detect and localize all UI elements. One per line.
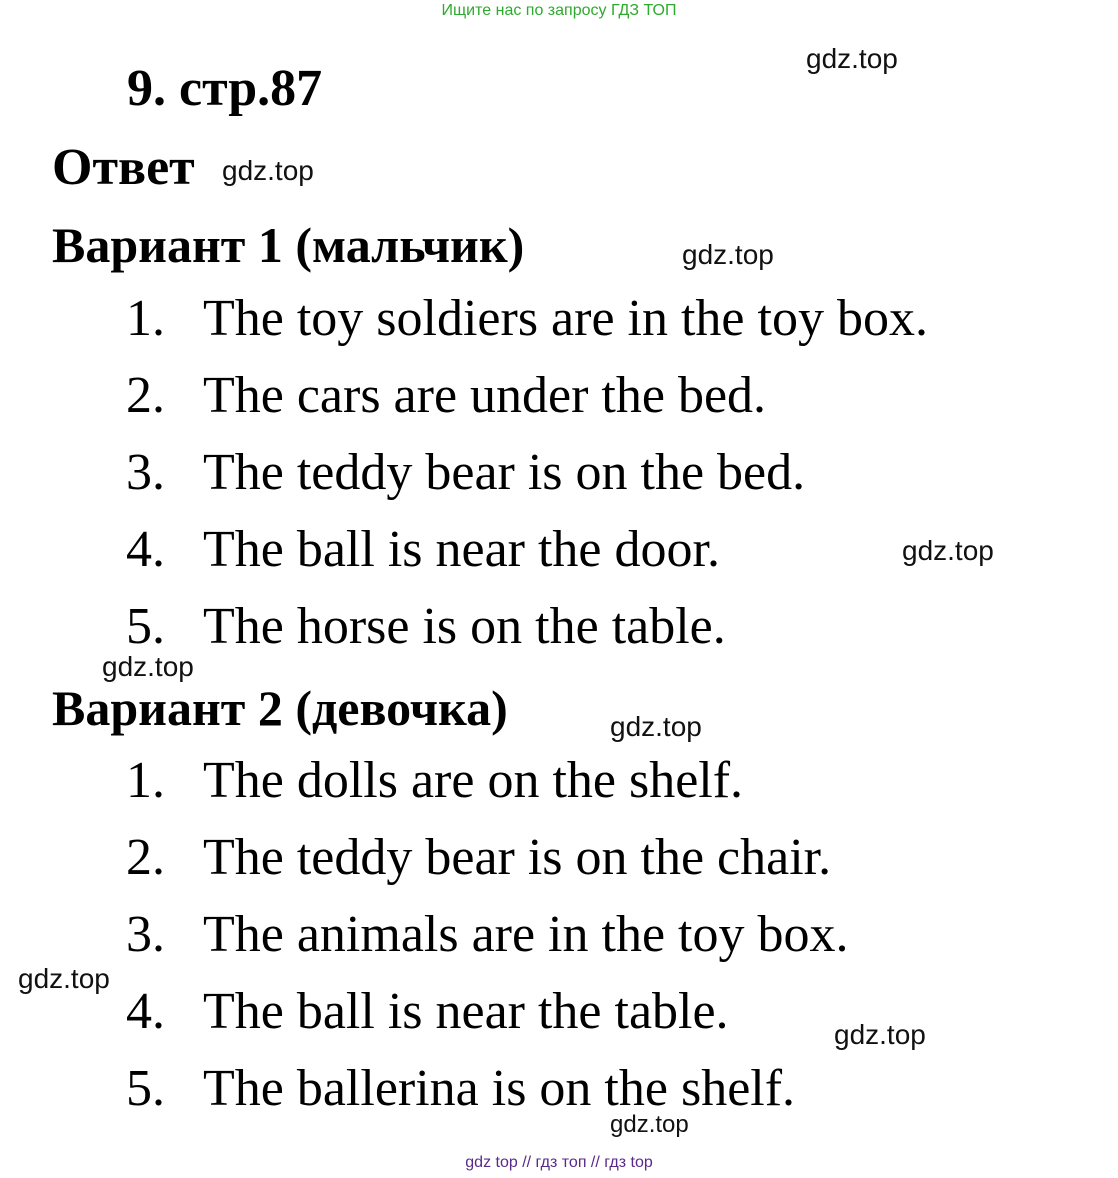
task-title: 9. стр.87 bbox=[127, 60, 323, 117]
list-item bbox=[0, 906, 1118, 965]
item-number: 3. bbox=[126, 906, 165, 963]
item-text: The ballerina is on the shelf. bbox=[203, 1060, 796, 1117]
footer: gdz top // гдз топ // гдз top bbox=[465, 1154, 653, 1171]
list-item bbox=[0, 290, 1118, 349]
top-banner: Ищите нас по запросу ГДЗ ТОП bbox=[441, 2, 677, 19]
item-number: 3. bbox=[126, 444, 165, 501]
item-number: 1. bbox=[126, 752, 165, 809]
item-number: 5. bbox=[126, 598, 165, 655]
item-number: 4. bbox=[126, 983, 165, 1040]
item-text: The toy soldiers are in the toy box. bbox=[203, 290, 928, 347]
watermark: gdz.top bbox=[102, 651, 194, 682]
item-text: The teddy bear is on the chair. bbox=[203, 829, 832, 886]
item-text: The ball is near the table. bbox=[203, 983, 729, 1040]
list-item bbox=[0, 598, 1118, 657]
list-item bbox=[0, 1060, 1118, 1119]
list-item bbox=[0, 444, 1118, 503]
list-item bbox=[0, 367, 1118, 426]
item-text: The teddy bear is on the bed. bbox=[203, 444, 806, 501]
watermark: gdz.top bbox=[902, 535, 994, 566]
watermark: gdz.top bbox=[834, 1019, 926, 1050]
list-item bbox=[0, 829, 1118, 888]
item-number: 1. bbox=[126, 290, 165, 347]
variant-1-title: Вариант 1 (мальчик) bbox=[52, 217, 525, 273]
list-item bbox=[0, 752, 1118, 811]
item-number: 2. bbox=[126, 829, 165, 886]
item-text: The ball is near the door. bbox=[203, 521, 720, 578]
watermark: gdz.top bbox=[610, 1111, 689, 1138]
item-text: The horse is on the table. bbox=[203, 598, 726, 655]
item-text: The animals are in the toy box. bbox=[203, 906, 849, 963]
watermark: gdz.top bbox=[806, 43, 898, 74]
watermark: gdz.top bbox=[18, 963, 110, 994]
item-number: 2. bbox=[126, 367, 165, 424]
item-number: 4. bbox=[126, 521, 165, 578]
item-text: The dolls are on the shelf. bbox=[203, 752, 744, 809]
item-number: 5. bbox=[126, 1060, 165, 1117]
watermark: gdz.top bbox=[222, 155, 314, 186]
watermark: gdz.top bbox=[682, 239, 774, 270]
variant-2-title: Вариант 2 (девочка) bbox=[52, 680, 508, 736]
watermark: gdz.top bbox=[610, 711, 702, 742]
list-item bbox=[0, 983, 1118, 1042]
answer-title: Ответ bbox=[52, 139, 195, 196]
item-text: The cars are under the bed. bbox=[203, 367, 767, 424]
